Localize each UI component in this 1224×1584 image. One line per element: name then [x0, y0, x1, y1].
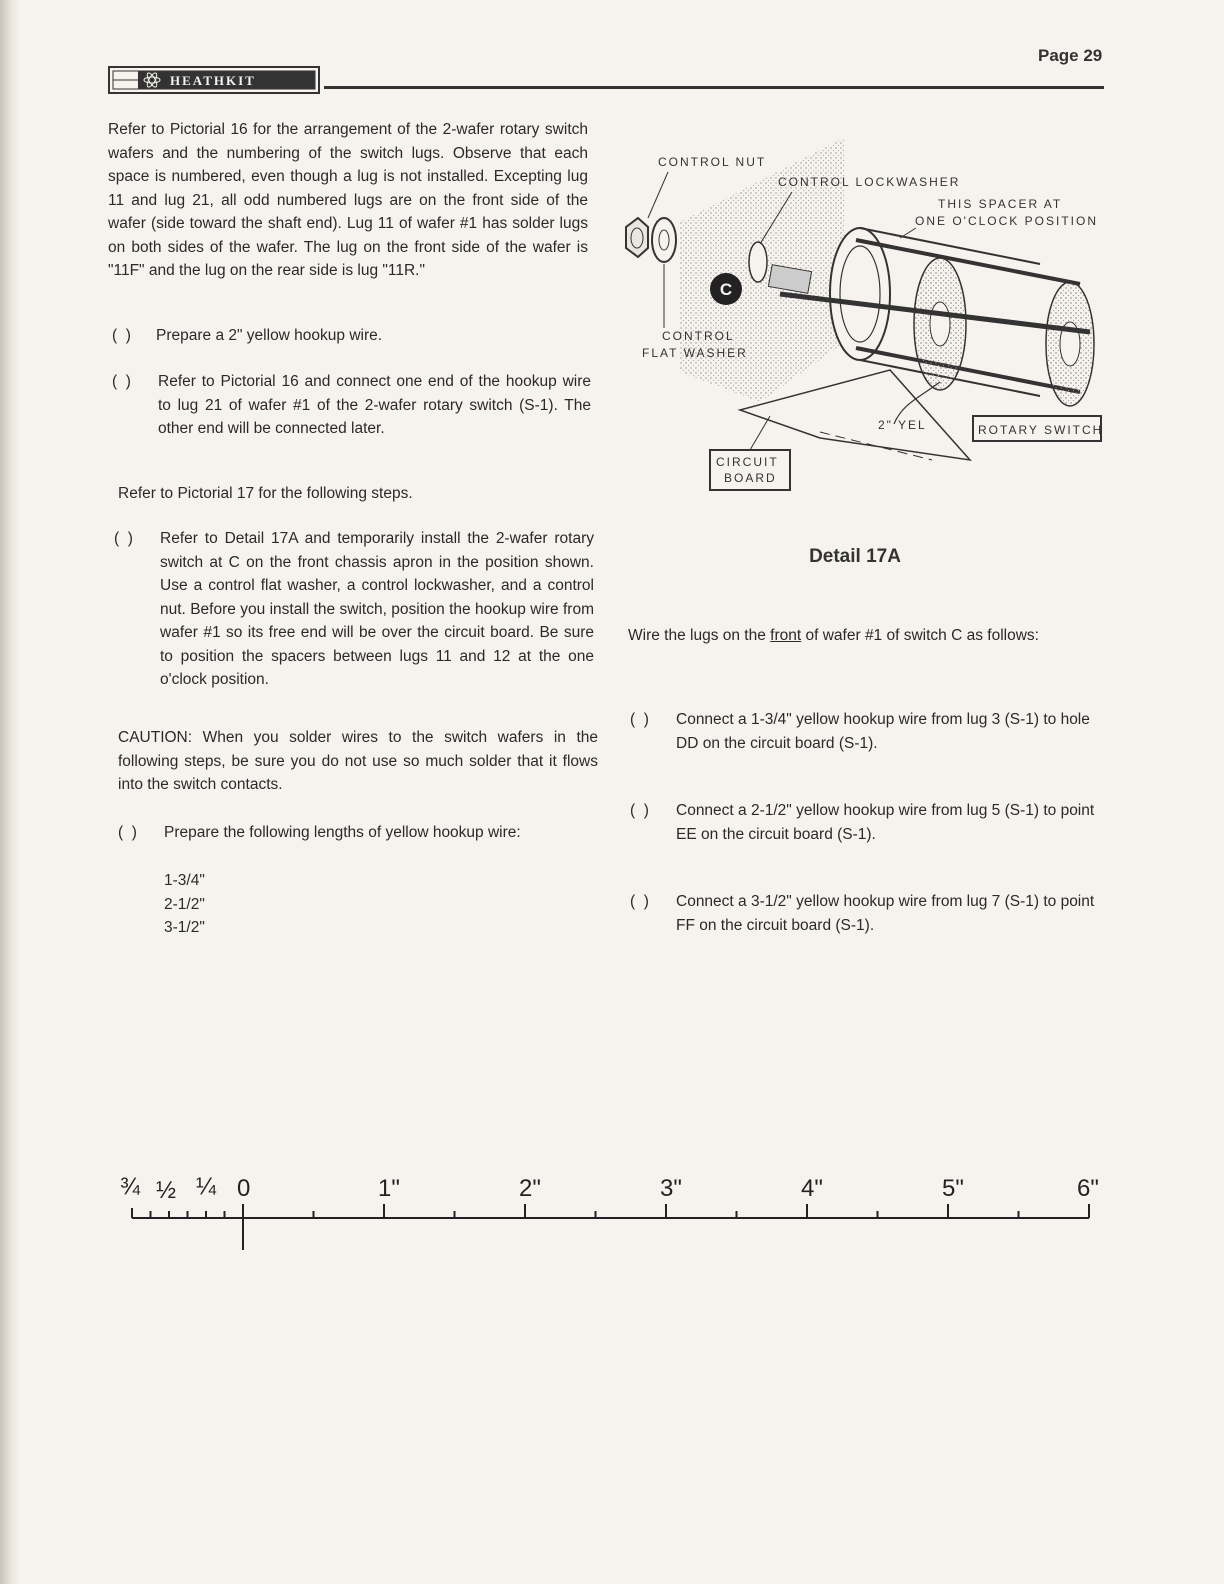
list-item: 1-3/4": [164, 872, 205, 889]
ruler-fraction-label: ¾: [120, 1173, 141, 1200]
detail-title: Detail 17A: [809, 546, 901, 567]
ruler-fraction-label: ½: [156, 1177, 177, 1204]
switch-wafer-2: [1046, 282, 1094, 406]
label-control-flat-washer-1: CONTROL: [662, 329, 735, 343]
page-binding-shadow: [0, 0, 20, 1584]
ruler-inch-label: 3": [660, 1175, 682, 1202]
label-control-lockwasher: CONTROL LOCKWASHER: [778, 175, 961, 189]
label-spacer-line-1: THIS SPACER AT: [938, 197, 1063, 211]
label-wire: 2" YEL: [878, 418, 927, 432]
label-circuit-board-1: CIRCUIT: [716, 455, 779, 469]
label-control-flat-washer-2: FLAT WASHER: [642, 346, 748, 360]
heathkit-logo: [108, 66, 320, 94]
ruler-inch-label: 4": [801, 1175, 823, 1202]
ruler-inch-label: 6": [1077, 1175, 1099, 1202]
control-lockwasher-shape: [749, 242, 767, 282]
intro-paragraph: Refer to Pictorial 16 for the arrangement of the 2-wafer rotary switch wafers and the numbering of the switch lugs. Observe that each space is numbered, even though a lug is not installed. Excepting lug 11 and lug 21, all odd numbered lugs are on the front side of the wafer (side toward the shaft end). Lug 11 of wafer #1 has solder lugs on both sides of the wafer. The lug on the front side of the wafer is "11F" and the lug on the rear side is lug "11R.": [108, 121, 588, 279]
inch-ruler: [120, 1168, 1120, 1258]
page-number: Page 29: [1038, 46, 1103, 65]
checkbox[interactable]: ( ): [630, 711, 649, 728]
detail-17a-illustration: [620, 132, 1112, 498]
checkbox[interactable]: ( ): [118, 824, 137, 841]
label-circuit-board-2: BOARD: [724, 471, 777, 485]
checkbox[interactable]: ( ): [114, 530, 133, 547]
logo-text: HEATHKIT: [170, 73, 256, 88]
control-nut-shape: [626, 218, 648, 257]
control-flat-washer-shape: [652, 218, 676, 262]
right-intro: Wire the lugs on the front of wafer #1 of switch C as follows:: [628, 627, 1039, 644]
switch-wafer-1: [914, 258, 966, 390]
label-control-nut: CONTROL NUT: [658, 155, 767, 169]
ruler-inch-label: 5": [942, 1175, 964, 1202]
label-spacer-line-2: ONE O'CLOCK POSITION: [915, 214, 1098, 228]
checkbox[interactable]: ( ): [112, 327, 131, 344]
pictorial-17-reference: Refer to Pictorial 17 for the following steps.: [118, 485, 413, 502]
header-rule: [324, 86, 1104, 89]
ruler-fraction-label: ¼: [196, 1173, 217, 1200]
ruler-inch-label: 0: [237, 1175, 251, 1202]
checkbox[interactable]: ( ): [112, 373, 131, 390]
wire-lengths-list: [164, 869, 284, 940]
list-item: 2-1/2": [164, 895, 205, 913]
caution-note: CAUTION: When you solder wires to the switch wafers in the following steps, be sure you do not use so much solder that it flows into the switch contacts.: [118, 729, 598, 793]
ruler-inch-label: 1": [378, 1175, 400, 1202]
label-rotary-switch: ROTARY SWITCH: [978, 423, 1104, 437]
ruler-inch-label: 2": [519, 1175, 541, 1202]
svg-text:C: C: [719, 280, 733, 299]
list-item: 3-1/2": [164, 919, 205, 936]
checkbox[interactable]: ( ): [630, 802, 649, 819]
checkbox[interactable]: ( ): [630, 893, 649, 910]
